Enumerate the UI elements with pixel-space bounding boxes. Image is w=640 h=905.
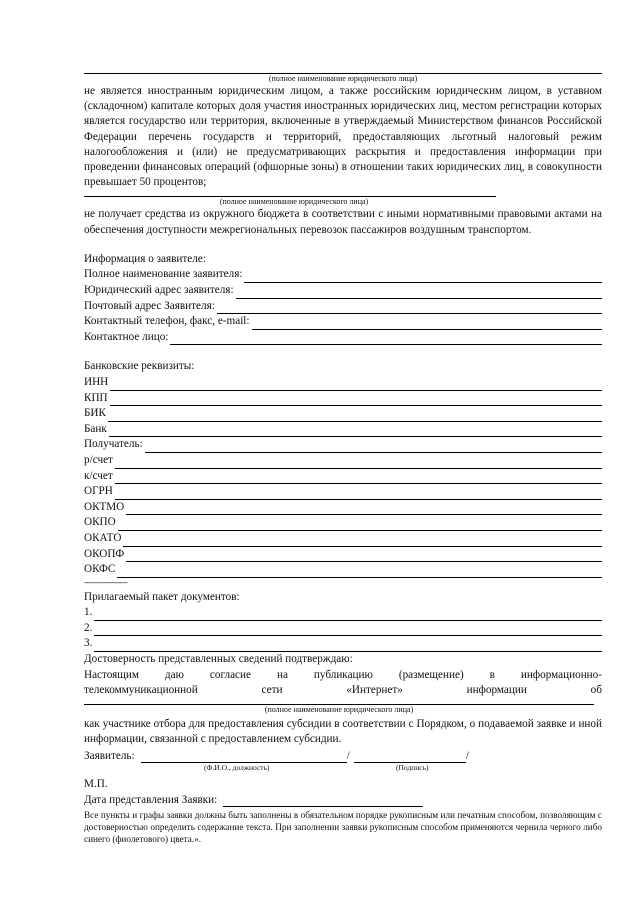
applicant-field-row <box>84 283 602 299</box>
document-item-input-line[interactable] <box>94 624 602 636</box>
bank-field-label: ОКФС <box>84 563 116 576</box>
bank-field-label: ОКОПФ <box>84 547 125 560</box>
bank-field-row <box>84 515 602 531</box>
caption-fio: (Ф.И.О., должность) <box>204 763 270 773</box>
bank-field-row <box>84 375 602 391</box>
consent-line-2 <box>84 683 602 698</box>
document-item-input-line[interactable] <box>94 609 602 621</box>
bank-field-row <box>84 422 602 438</box>
paragraph-budget: не получает средства из окружного бюджета в соответствии с иными нормативными правовыми актами на обеспечения доступности межрегиональных перевозок пассажиров воздушным транспортом. <box>84 208 602 236</box>
bank-field-row <box>84 500 602 516</box>
bank-field-input-line[interactable] <box>108 410 602 422</box>
bank-field-label: ИНН <box>84 375 109 388</box>
stamp-label: М.П. <box>84 778 108 791</box>
bank-field-label: Банк <box>84 422 107 435</box>
bank-field-label: ОГРН <box>84 485 113 498</box>
bank-field-row <box>84 453 602 469</box>
document-item-label: 2. <box>84 621 93 634</box>
applicant-field-input-line[interactable] <box>217 302 602 314</box>
bank-fields <box>84 375 602 578</box>
bank-field-row <box>84 531 602 547</box>
applicant-field-label: Почтовый адрес Заявителя: <box>84 299 215 312</box>
date-label: Дата представления Заявки: <box>84 793 218 806</box>
applicant-info-heading: Информация о заявителе: <box>84 252 206 265</box>
separator-dashes: -------------------- <box>84 577 128 587</box>
bank-field-input-line[interactable] <box>115 457 602 469</box>
documents-heading: Прилагаемый пакет документов: <box>84 590 240 603</box>
date-input-line[interactable] <box>223 795 423 807</box>
document-item-row <box>84 605 602 621</box>
fio-input-line[interactable] <box>141 751 347 763</box>
consent-line-1: Настоящим даю согласие на публикацию (размещение) в информационно- <box>84 668 602 681</box>
bank-field-input-line[interactable] <box>117 566 602 578</box>
application-form-page <box>84 0 602 846</box>
bank-field-label: ОКПО <box>84 516 116 529</box>
bank-field-row <box>84 469 602 485</box>
bank-details-heading: Банковские реквизиты: <box>84 360 195 373</box>
applicant-fields <box>84 267 602 345</box>
caption-full-name-2: (полное наименование юридического лица) <box>219 197 369 207</box>
consent-word: сети <box>261 683 283 696</box>
consent-word: об <box>590 683 602 696</box>
bank-field-input-line[interactable] <box>115 472 602 484</box>
document-item-input-line[interactable] <box>94 640 602 652</box>
bank-field-input-line[interactable] <box>110 394 602 406</box>
applicant-field-label: Полное наименование заявителя: <box>84 268 243 281</box>
bank-field-input-line[interactable] <box>126 550 602 562</box>
paragraph-participant: как участнике отбора для предоставления субсидии в соответствии с Порядком, о подаваемой заявке и иной информации, связанной с предоставлением субсидии. <box>84 717 602 745</box>
applicant-field-label: Контактное лицо: <box>84 330 169 343</box>
applicant-field-row <box>84 314 602 330</box>
bank-field-label: ОКТМО <box>84 500 125 513</box>
bank-field-input-line[interactable] <box>109 425 602 437</box>
applicant-field-label: Контактный телефон, факс, e-mail: <box>84 315 250 328</box>
document-item-label: 1. <box>84 606 93 619</box>
bank-field-input-line[interactable] <box>145 441 602 453</box>
applicant-field-row <box>84 330 602 346</box>
applicant-field-label: Юридический адрес заявителя: <box>84 284 234 297</box>
bank-field-label: р/счет <box>84 453 113 466</box>
consent-word: информации <box>466 683 527 696</box>
applicant-field-input-line[interactable] <box>236 287 602 299</box>
applicant-field-row <box>84 299 602 315</box>
bank-field-row <box>84 391 602 407</box>
applicant-field-input-line[interactable] <box>252 318 602 330</box>
date-row <box>84 793 602 807</box>
caption-full-name-3: (полное наименование юридического лица) <box>264 704 414 714</box>
bank-field-input-line[interactable] <box>115 488 602 500</box>
documents-list <box>84 605 602 652</box>
document-item-row <box>84 636 602 652</box>
consent-word: телекоммуникационной <box>84 683 198 696</box>
bank-field-row <box>84 547 602 563</box>
bank-field-label: к/счет <box>84 469 113 482</box>
bank-field-input-line[interactable] <box>126 503 602 515</box>
applicant-signature-row <box>84 749 602 763</box>
document-item-row <box>84 621 602 637</box>
signature-captions <box>84 763 602 773</box>
bank-field-input-line[interactable] <box>110 379 602 391</box>
confirm-text: Достоверность представленных сведений подтверждаю: <box>84 653 353 666</box>
bank-field-row <box>84 484 602 500</box>
footnote: Все пункты и графы заявки должны быть заполнены в обязательном порядке рукописным или печатным способом, позволяющим с достоверностью определить содержание текста. При заполнении заявки рукописным способом применяются чернила черного либо синего (фиолетового) цвета.». <box>84 809 602 845</box>
slash-2: / <box>465 750 469 763</box>
document-item-label: 3. <box>84 637 93 650</box>
slash-1: / <box>346 750 350 763</box>
bank-field-input-line[interactable] <box>123 535 602 547</box>
bank-field-row <box>84 437 602 453</box>
applicant-field-input-line[interactable] <box>244 271 602 283</box>
bank-field-row <box>84 562 602 578</box>
bank-field-label: БИК <box>84 407 106 420</box>
signature-input-line[interactable] <box>354 751 466 763</box>
paragraph-offshore: не является иностранным юридическим лицом, а также российским юридическим лицом, в уставном (складочном) капитале которых доля участия иностранных юридических лиц, местом регистрации которых является государство или территория, включенные в утверждаемый Министерством финансов Российской Федерации перечень государств и территорий, предоставляющих льготный налоговый режим налогообложения и (или) не предусматривающих раскрытия и предоставления информации при проведении финансовых операций (офшорные зоны) в отношении таких юридических лиц, в совокупности превышает 50 процентов; <box>84 85 602 189</box>
applicant-field-row <box>84 267 602 283</box>
applicant-sign-label: Заявитель: <box>84 750 135 763</box>
caption-signature: (Подпись) <box>396 763 429 773</box>
consent-word: «Интернет» <box>346 683 403 696</box>
bank-field-label: КПП <box>84 391 108 404</box>
bank-field-label: Получатель: <box>84 438 143 451</box>
bank-field-row <box>84 406 602 422</box>
bank-field-input-line[interactable] <box>118 519 602 531</box>
caption-full-name-1: (полное наименование юридического лица) <box>268 74 418 83</box>
bank-field-label: ОКАТО <box>84 531 122 544</box>
applicant-field-input-line[interactable] <box>170 333 602 345</box>
